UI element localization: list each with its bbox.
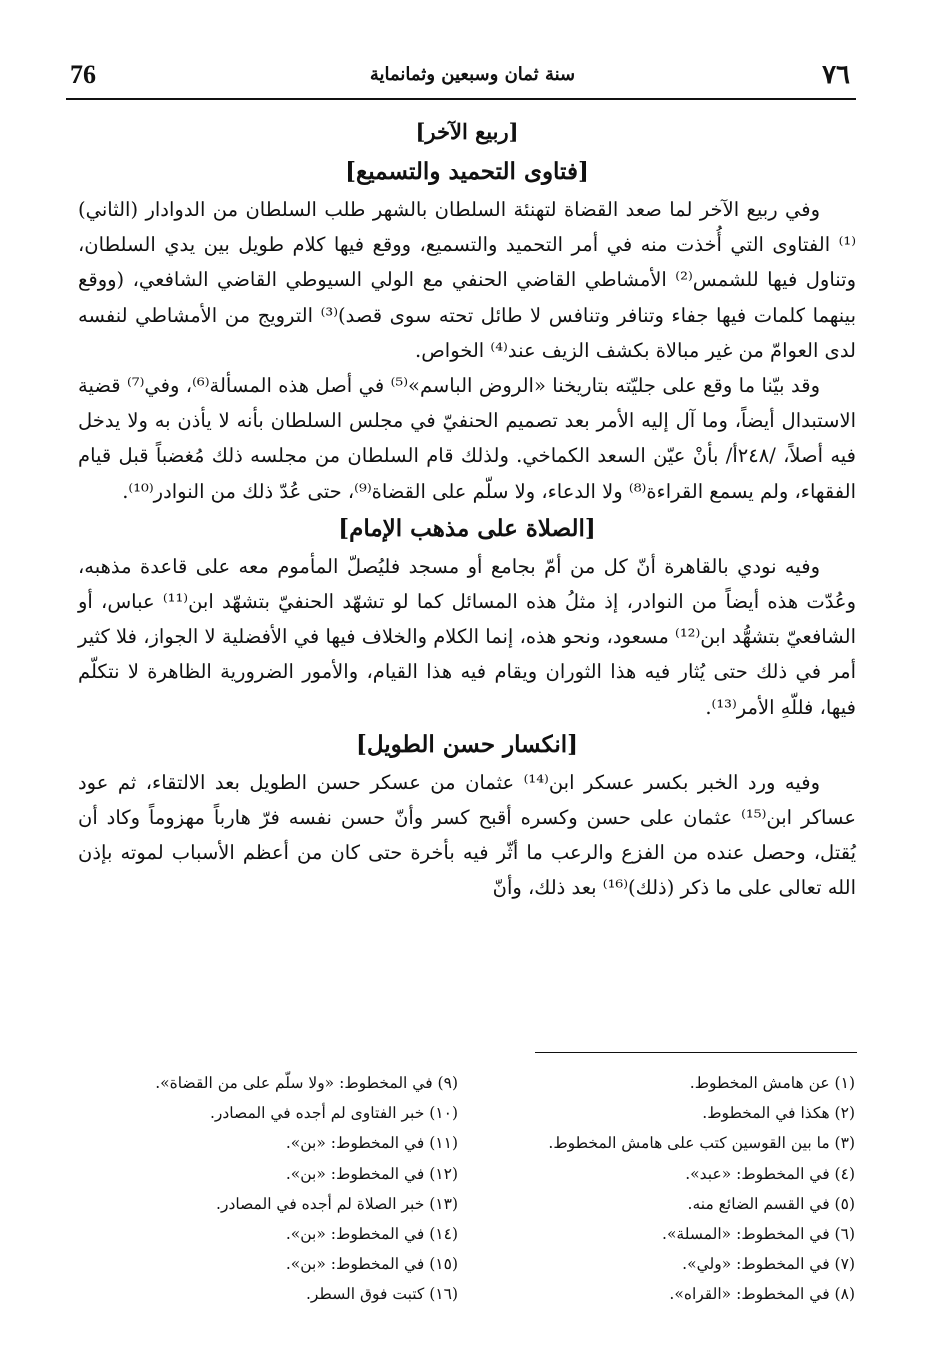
footnote: (١٣) خبر الصلاة لم أجده في المصادر. [216, 1194, 458, 1213]
section-heading: [انكسار حسن الطويل] [355, 730, 579, 758]
paragraph: وفيه نودي بالقاهرة أنّ كل من أمّ بجامع أو مسجد فليُصلّ المأموم معه على قاعدة مذهبه، وعُدّت هذه أيضاً من النوادر، إذ مثلُ هذه المسائل كما لو تشهّد الحنفيّ بتشهّد ابن⁽¹¹⁾ عباس، أو الشافعيّ بتشهُّد ابن⁽¹²⁾ مسعود، ونحو هذه، إنما الكلام والخلاف فيها في الأفضلية لا الجواز، فلا كثير أمر في ذلك حتى يُثار فيه هذا الثوران ويقام فيه هذا القيام، والأمور الضرورية الظاهرة لا نتكلّم فيها، فللّهِ الأمر⁽¹³⁾. [78, 554, 856, 719]
section-heading: [الصلاة على مذهب الإمام] [338, 514, 596, 542]
paragraph: وفيه ورد الخبر بكسر عسكر ابن⁽¹⁴⁾ عثمان من عسكر حسن الطويل بعد الالتقاء، ثم عود عساكر ابن⁽¹⁵⁾ عثمان على حسن وكسره أقبح كسر وأنّ حسن نفسه فرّ هارباً مهزوماً وكاد أن يُقتل، وحصل عنده من الفزع والرعب ما أثّر فيه بأخرة حتى كان من أعظم الأسباب لموته بإذن الله تعالى على ما ذكر (ذلك)⁽¹⁶⁾ بعد ذلك، وأنّ [78, 770, 856, 900]
footnote: (٥) في القسم الضائع منه. [687, 1194, 855, 1213]
footnote: (١) عن هامش المخطوط. [689, 1074, 855, 1092]
footnotes-left-column [58, 1068, 458, 1310]
footnote: (٩) في المخطوط: «ولا سلّم على من القضاة». [155, 1074, 458, 1092]
footnote-divider [535, 1052, 857, 1053]
footnote: (٤) في المخطوط: «عبد». [685, 1164, 855, 1183]
footnote: (١٤) في المخطوط: «بن». [285, 1225, 458, 1244]
paragraph: وقد بيّنا ما وقع على جليّته بتاريخنا «الروض الباسم»⁽⁵⁾ في أصل هذه المسألة⁽⁶⁾، وفي⁽⁷⁾ قضية الاستبدال أيضاً، وما آل إليه الأمر بعد تصميم الحنفيّ في مجلس السلطان بأنه لا يأذن به ولا يدخل فيه أصلاً، /٢٤٨أ/ بأنْ عيّن السعد الكماخي. ولذلك قام السلطان من مجلسه ذلك مُغضباً قبل قيام الفقهاء، ولم يسمع القراءة⁽⁸⁾ ولا الدعاء، ولا سلّم على القضاة⁽⁹⁾، حتى عُدّ ذلك من النوادر⁽¹⁰⁾. [78, 374, 856, 503]
paragraph: وفي ربيع الآخر لما صعد القضاة لتهنئة السلطان بالشهر طلب السلطان من الدوادار (الثاني)⁽¹⁾ الفتاوى التي أُخذت منه في أمر التحميد والتسميع، ووقع فيها كلام طويل بين يدي السلطان، وتناول فيها للشمس⁽²⁾ الأمشاطي القاضي الحنفي مع الولي السيوطي القاضي الشافعي، (ووقع بينهما كلمات فيها جفاء وتنافر وتنافس لا طائل تحته سوى قصد)⁽³⁾ الترويج من الأمشاطي لنفسه لدى العوامّ من غير مبالاة بكشف الزيف عند⁽⁴⁾ الخواص. [78, 198, 856, 362]
footnote: (١٠) خبر الفتاوى لم أجده في المصادر. [209, 1104, 458, 1123]
main-text [78, 112, 856, 906]
section-heading: [فتاوى التحميد والتسميع] [345, 158, 589, 185]
footnote: (١٦) كتبت فوق السطر. [306, 1285, 458, 1304]
footnote: (٨) في المخطوط: «القراه». [669, 1285, 855, 1304]
footnote: (١١) في المخطوط: «بن». [285, 1134, 458, 1153]
page-number-latin: 76 [70, 60, 96, 89]
footnote: (٣) ما بين القوسين كتب على هامش المخطوط. [548, 1134, 855, 1153]
footnote: (٢) هكذا في المخطوط. [702, 1104, 855, 1123]
footnotes-right-column [455, 1068, 855, 1310]
footnote: (١٢) في المخطوط: «بن». [285, 1164, 458, 1183]
footnote: (١٥) في المخطوط: «بن». [285, 1255, 458, 1274]
header-divider [66, 98, 856, 100]
footnote: (٧) في المخطوط: «ولي». [682, 1255, 855, 1274]
month-heading: [ربيع الآخر] [415, 119, 519, 144]
page-number-arabic: ٧٦ [822, 60, 850, 89]
running-title: سنة ثمان وسبعين وثمانماية [369, 64, 576, 85]
footnote: (٦) في المخطوط: «المسلة». [662, 1225, 855, 1244]
